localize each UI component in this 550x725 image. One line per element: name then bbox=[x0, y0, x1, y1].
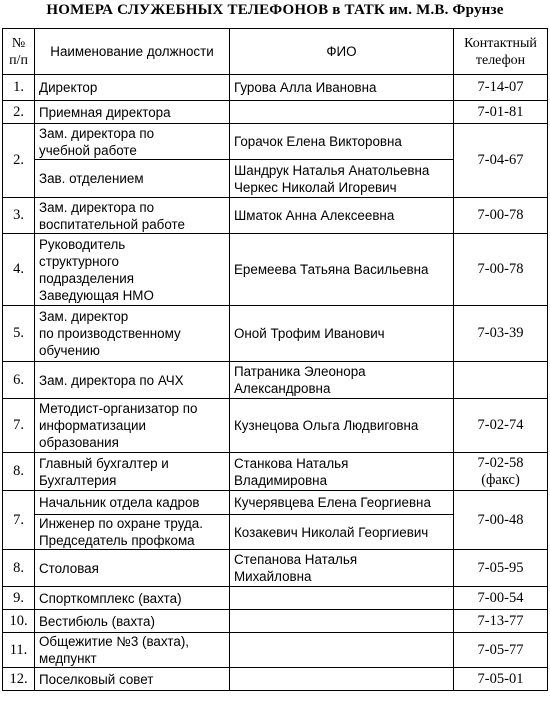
position-line: Зав. отделением bbox=[39, 171, 144, 186]
fio-line: Козакевич Николай Георгиевич bbox=[234, 524, 429, 540]
position-line: структурного bbox=[39, 253, 119, 269]
position-cell bbox=[35, 633, 230, 668]
position-cell bbox=[35, 160, 230, 198]
header-phone-line2: телефон bbox=[475, 52, 526, 68]
position-line: Приемная директора bbox=[39, 104, 171, 120]
table-row bbox=[3, 453, 548, 491]
row-number: 1. bbox=[3, 75, 35, 101]
row-number: 3. bbox=[3, 198, 35, 234]
fio-line: Шандрук Наталья Анатольевна bbox=[234, 162, 430, 178]
table-row bbox=[3, 550, 548, 587]
fio-line: Оной Трофим Иванович bbox=[234, 326, 385, 341]
phone-line: 7-03-39 bbox=[477, 325, 524, 341]
row-number: 12. bbox=[3, 668, 35, 691]
row-number: 10. bbox=[3, 610, 35, 633]
position-line: Зам. директора по АЧХ bbox=[39, 372, 184, 388]
position-line: Руководитель bbox=[39, 236, 126, 252]
header-number-line2: п/п bbox=[9, 52, 28, 68]
table-row bbox=[3, 101, 548, 124]
fio-line: Степанова Наталья bbox=[234, 552, 358, 567]
row-number: 2. bbox=[3, 124, 35, 198]
table-row bbox=[3, 491, 548, 515]
phone-cell bbox=[454, 668, 548, 691]
fio-line: Михайловна bbox=[234, 569, 312, 584]
header-phone bbox=[454, 29, 548, 75]
phone-cell bbox=[454, 101, 548, 124]
row-number: 9. bbox=[3, 587, 35, 610]
phone-line: 7-00-78 bbox=[477, 207, 524, 223]
row-number: 11. bbox=[3, 633, 35, 668]
position-cell bbox=[35, 306, 230, 362]
table-row bbox=[3, 124, 548, 160]
fio-line: Владимировна bbox=[234, 472, 328, 488]
fio-cell bbox=[230, 610, 454, 633]
phone-cell bbox=[454, 453, 548, 491]
table-row bbox=[3, 362, 548, 399]
position-cell bbox=[35, 550, 230, 587]
fio-cell bbox=[230, 633, 454, 668]
fio-line: Александровна bbox=[234, 381, 331, 396]
table-row bbox=[3, 610, 548, 633]
position-line: Столовая bbox=[39, 560, 99, 576]
position-line: Спорткомплекс (вахта) bbox=[39, 590, 182, 606]
position-cell bbox=[35, 399, 230, 453]
table-row bbox=[3, 587, 548, 610]
position-line: Бухгалтерия bbox=[39, 472, 117, 488]
position-line: Зам. директора по bbox=[39, 125, 155, 141]
position-line: Зам. директор bbox=[39, 309, 129, 324]
fio-cell bbox=[230, 306, 454, 362]
position-line: образования bbox=[39, 435, 119, 450]
phone-line: 7-04-67 bbox=[477, 152, 524, 168]
position-line: подразделения bbox=[39, 270, 135, 286]
phone-cell bbox=[454, 633, 548, 668]
fio-cell bbox=[230, 515, 454, 550]
position-line: по производственному bbox=[39, 326, 181, 341]
phone-line: 7-13-77 bbox=[477, 612, 524, 629]
phone-line: 7-14-07 bbox=[477, 79, 524, 95]
phone-line: 7-02-58 bbox=[477, 454, 524, 471]
phone-cell bbox=[454, 491, 548, 550]
fio-cell bbox=[230, 198, 454, 234]
fio-cell bbox=[230, 160, 454, 198]
position-line: Главный бухгалтер и bbox=[39, 455, 169, 471]
fio-cell bbox=[230, 399, 454, 453]
fio-cell bbox=[230, 234, 454, 306]
position-line: Поселковый совет bbox=[39, 671, 154, 687]
phone-cell bbox=[454, 124, 548, 198]
table-row bbox=[3, 198, 548, 234]
header-phone-line1: Контактный bbox=[464, 35, 537, 51]
row-number: 5. bbox=[3, 306, 35, 362]
row-number: 8. bbox=[3, 550, 35, 587]
row-number: 7. bbox=[3, 399, 35, 453]
table-row bbox=[3, 75, 548, 101]
phone-cell bbox=[454, 399, 548, 453]
table-header-row bbox=[3, 29, 548, 75]
fio-cell bbox=[230, 124, 454, 160]
position-line: Начальник отдела кадров bbox=[39, 495, 200, 510]
position-line: Методист-организатор по bbox=[39, 401, 198, 416]
table-row bbox=[3, 234, 548, 306]
phone-cell bbox=[454, 550, 548, 587]
phone-cell bbox=[454, 306, 548, 362]
table-row bbox=[3, 633, 548, 668]
position-cell bbox=[35, 124, 230, 160]
position-line: Заведующая НМО bbox=[39, 287, 154, 303]
position-line: Инженер по охране труда. bbox=[39, 516, 203, 531]
fio-line: Шматок Анна Алексеевна bbox=[234, 208, 395, 223]
position-cell bbox=[35, 198, 230, 234]
position-cell bbox=[35, 610, 230, 633]
fio-cell bbox=[230, 362, 454, 399]
fio-cell bbox=[230, 550, 454, 587]
position-line: Председатель профкома bbox=[39, 533, 195, 548]
phone-line: 7-01-81 bbox=[477, 103, 524, 120]
phone-line: 7-05-01 bbox=[477, 670, 524, 687]
fio-line: Патраника Элеонора bbox=[234, 364, 366, 379]
position-cell bbox=[35, 101, 230, 124]
position-line: обучению bbox=[39, 343, 100, 358]
phone-cell bbox=[454, 610, 548, 633]
table-row bbox=[3, 306, 548, 362]
header-number bbox=[3, 29, 35, 75]
position-line: учебной работе bbox=[39, 142, 137, 158]
phone-cell bbox=[454, 234, 548, 306]
phone-cell bbox=[454, 198, 548, 234]
position-line: Директор bbox=[39, 80, 98, 95]
header-number-line1: № bbox=[11, 35, 26, 51]
position-line: Вестибюль (вахта) bbox=[39, 613, 155, 629]
position-line: медпункт bbox=[39, 651, 97, 666]
fio-cell bbox=[230, 587, 454, 610]
position-cell bbox=[35, 587, 230, 610]
position-cell bbox=[35, 234, 230, 306]
row-number: 2. bbox=[3, 101, 35, 124]
fio-line: Черкес Николай Игоревич bbox=[234, 179, 397, 195]
fio-cell bbox=[230, 101, 454, 124]
phone-line: 7-00-54 bbox=[477, 589, 524, 606]
fio-line: Станкова Наталья bbox=[234, 455, 349, 471]
phone-directory-table bbox=[2, 28, 548, 691]
phone-cell bbox=[454, 362, 548, 399]
position-line: воспитательной работе bbox=[39, 216, 185, 232]
row-number: 6. bbox=[3, 362, 35, 399]
position-cell bbox=[35, 491, 230, 515]
phone-line: 7-05-95 bbox=[477, 559, 524, 576]
header-position: Наименование должности bbox=[35, 29, 230, 75]
phone-line: 7-05-77 bbox=[477, 641, 524, 658]
phone-line: 7-00-78 bbox=[477, 261, 524, 277]
table-row bbox=[3, 668, 548, 691]
fio-cell bbox=[230, 453, 454, 491]
row-number: 4. bbox=[3, 234, 35, 306]
position-line: Зам. директора по bbox=[39, 199, 155, 215]
position-line: Общежитие №3 (вахта), bbox=[39, 634, 190, 649]
fio-cell bbox=[230, 491, 454, 515]
header-fio: ФИО bbox=[230, 29, 454, 75]
phone-line: 7-02-74 bbox=[477, 417, 524, 433]
phone-line: 7-00-48 bbox=[477, 511, 524, 528]
phone-line: (факс) bbox=[481, 471, 520, 488]
fio-line: Горачок Елена Викторовна bbox=[234, 134, 402, 149]
fio-line: Кучерявцева Елена Георгиевна bbox=[234, 495, 431, 510]
phone-cell bbox=[454, 587, 548, 610]
row-number: 7. bbox=[3, 491, 35, 550]
position-cell bbox=[35, 515, 230, 550]
position-line: информатизации bbox=[39, 418, 146, 433]
page-title: НОМЕРА СЛУЖЕБНЫХ ТЕЛЕФОНОВ в ТАТК им. М.В. Фрунзе bbox=[46, 2, 504, 18]
position-cell bbox=[35, 668, 230, 691]
position-cell bbox=[35, 362, 230, 399]
fio-cell bbox=[230, 668, 454, 691]
position-cell bbox=[35, 453, 230, 491]
fio-line: Еремеева Татьяна Васильевна bbox=[234, 262, 429, 277]
fio-cell bbox=[230, 75, 454, 101]
position-cell bbox=[35, 75, 230, 101]
phone-cell bbox=[454, 75, 548, 101]
row-number: 8. bbox=[3, 453, 35, 491]
fio-line: Гурова Алла Ивановна bbox=[234, 80, 377, 95]
fio-line: Кузнецова Ольга Людвиговна bbox=[234, 418, 419, 433]
table-row bbox=[3, 399, 548, 453]
